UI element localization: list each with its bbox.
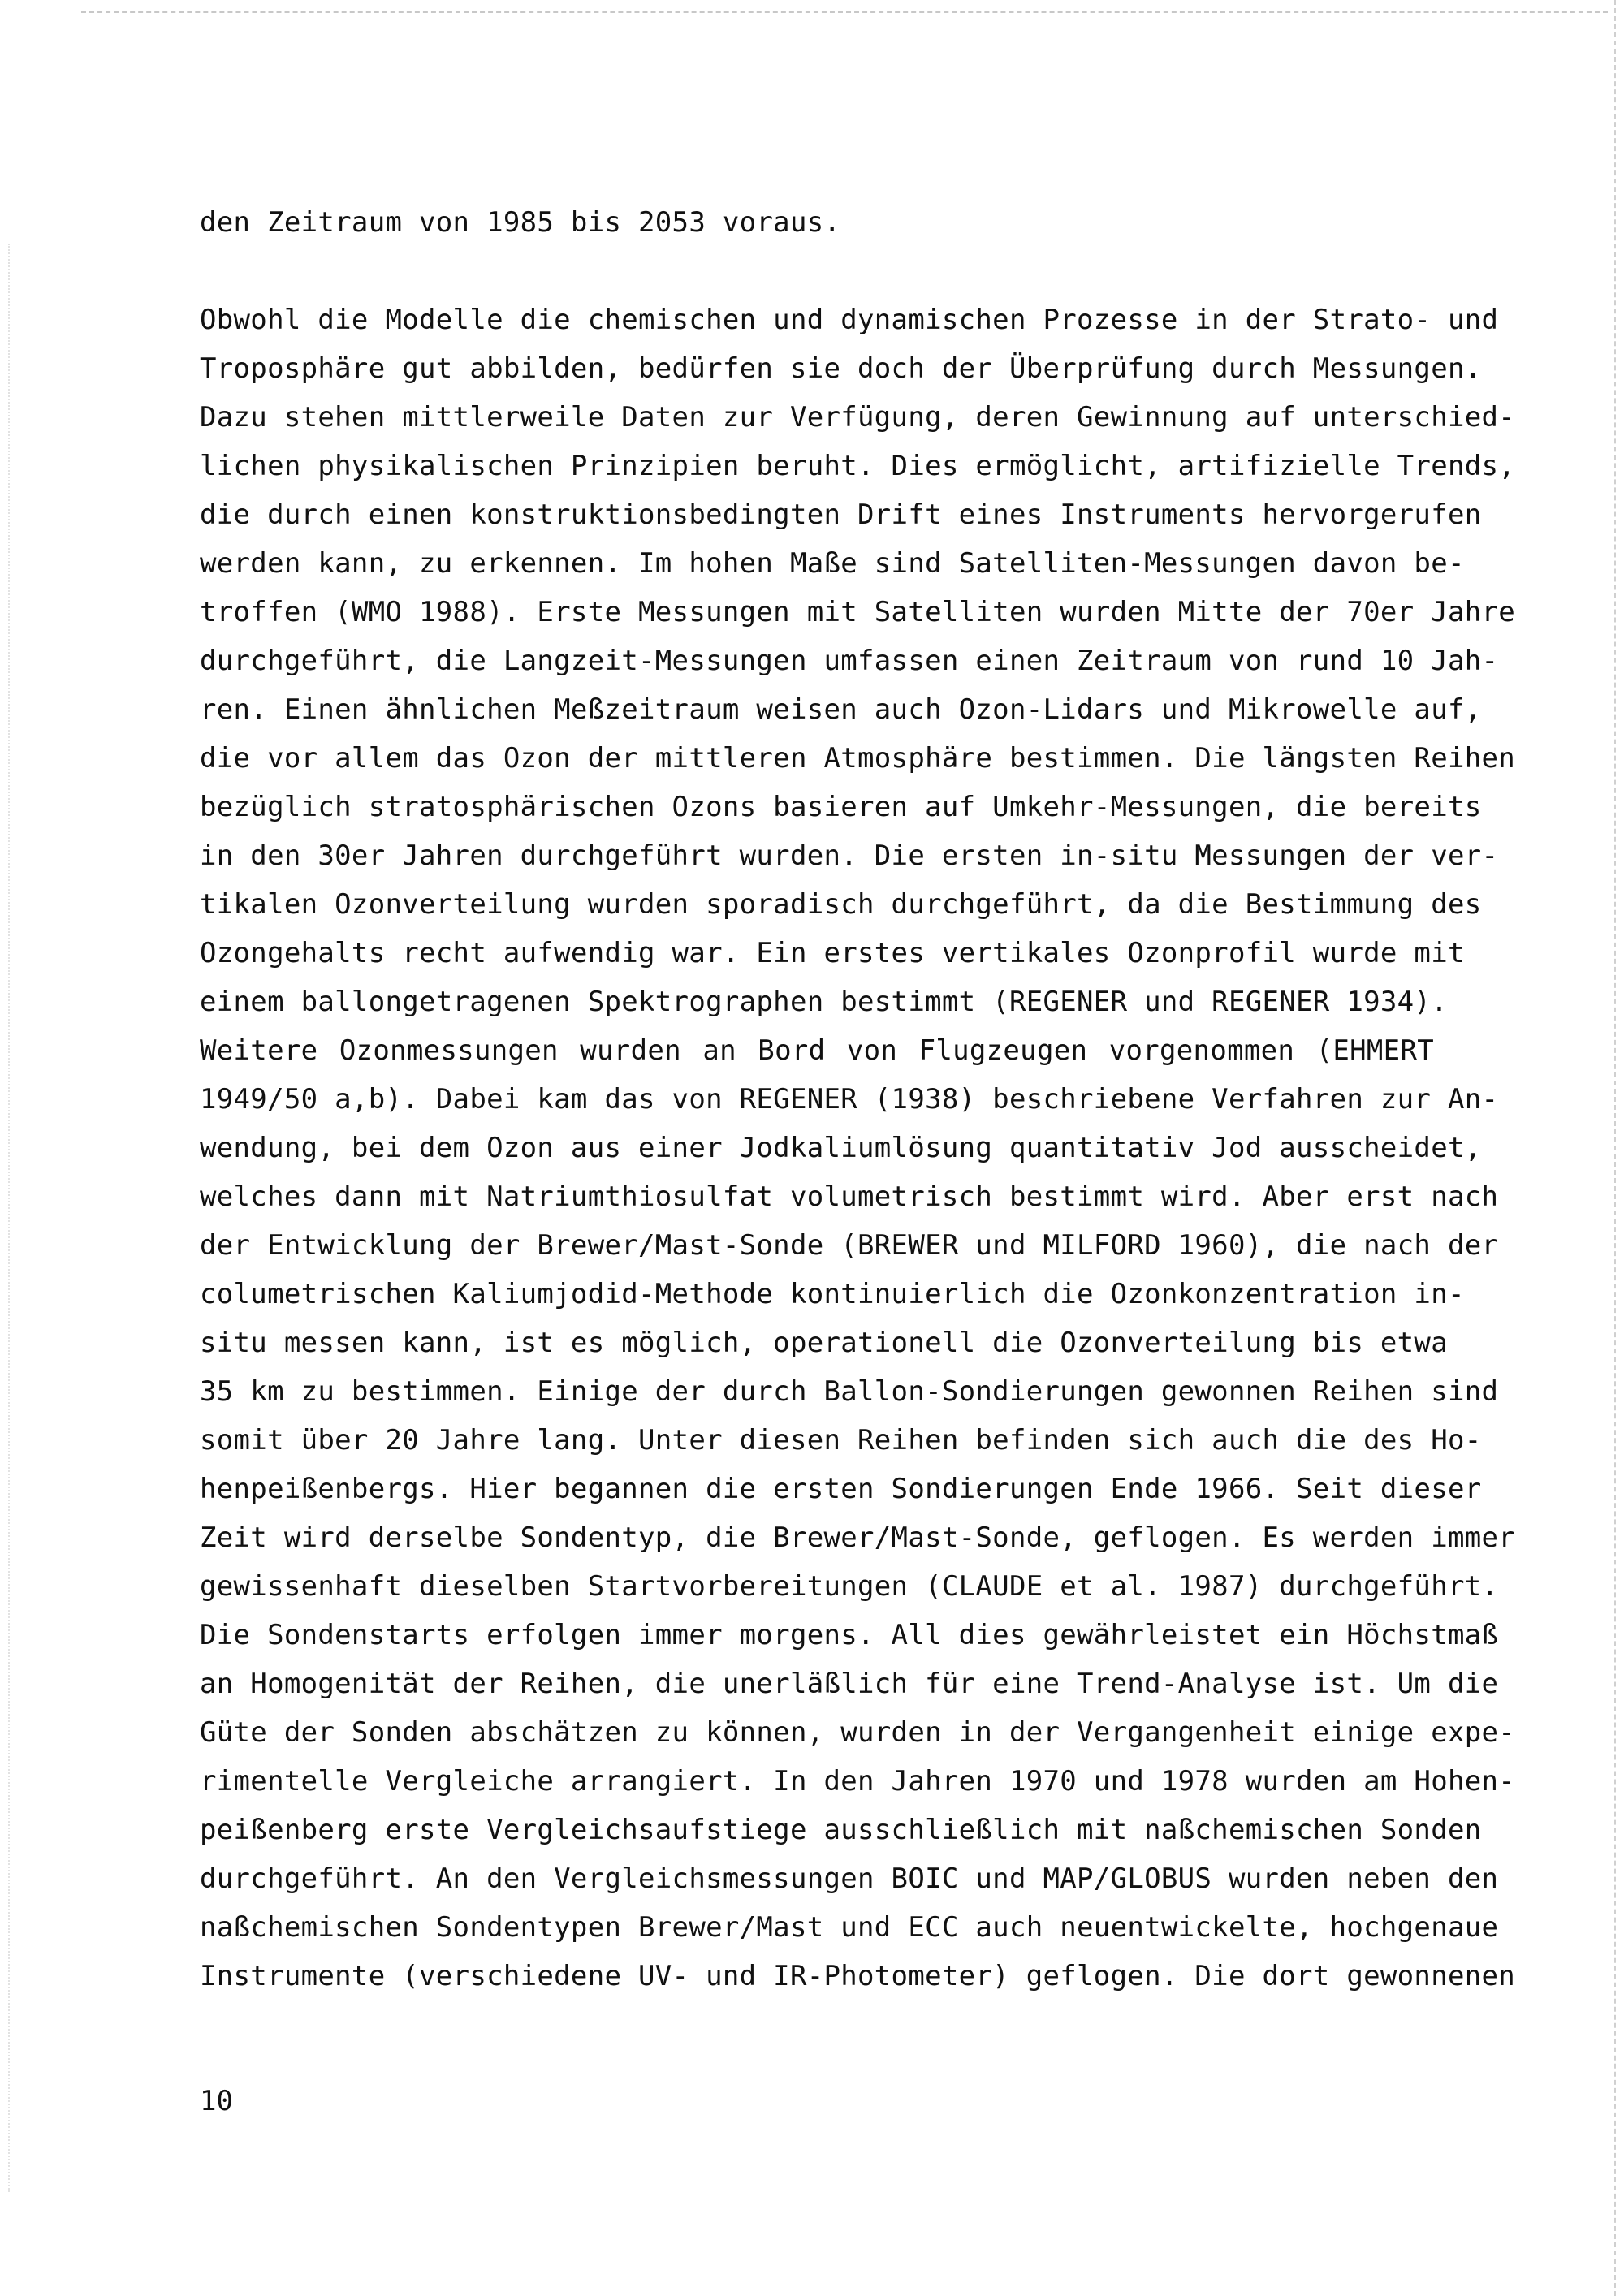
text-line: peißenberg erste Vergleichsaufstiege ausschließlich mit naßchemischen Sonden: [200, 1814, 1482, 1846]
text-line: lichen physikalischen Prinzipien beruht. Dies ermöglicht, artifizielle Trends,: [200, 450, 1516, 482]
text-line: columetrischen Kaliumjodid-Methode kontinuierlich die Ozonkonzentration in-: [200, 1278, 1465, 1310]
scan-edge-left: [8, 244, 10, 2192]
text-line: Troposphäre gut abbilden, bedürfen sie doch der Überprüfung durch Messungen.: [200, 352, 1482, 385]
text-line: situ messen kann, ist es möglich, operationell die Ozonverteilung bis etwa: [200, 1327, 1448, 1359]
text-line: bezüglich stratosphärischen Ozons basieren auf Umkehr-Messungen, die bereits: [200, 791, 1482, 823]
text-line: welches dann mit Natriumthiosulfat volumetrisch bestimmt wird. Aber erst nach: [200, 1180, 1499, 1213]
text-line: naßchemischen Sondentypen Brewer/Mast und ECC auch neuentwickelte, hochgenaue: [200, 1911, 1499, 1944]
text-line: Obwohl die Modelle die chemischen und dynamischen Prozesse in der Strato- und: [200, 304, 1499, 336]
text-line: Ozongehalts recht aufwendig war. Ein erstes vertikales Ozonprofil wurde mit: [200, 937, 1465, 969]
scan-edge-top: [81, 11, 1608, 13]
text-line: gewissenhaft dieselben Startvorbereitungen (CLAUDE et al. 1987) durchgeführt.: [200, 1570, 1499, 1603]
text-line: Zeit wird derselbe Sondentyp, die Brewer/Mast-Sonde, geflogen. Es werden immer: [200, 1521, 1516, 1554]
text-line: 1949/50 a,b). Dabei kam das von REGENER (1938) beschriebene Verfahren zur An-: [200, 1083, 1499, 1116]
text-line: rimentelle Vergleiche arrangiert. In den Jahren 1970 und 1978 wurden am Hohen-: [200, 1765, 1516, 1798]
text-line: 35 km zu bestimmen. Einige der durch Ballon-Sondierungen gewonnen Reihen sind: [200, 1375, 1499, 1408]
text-line: in den 30er Jahren durchgeführt wurden. Die ersten in-situ Messungen der ver-: [200, 839, 1499, 872]
scan-edge-right: [1614, 0, 1616, 2296]
text-line: henpeißenbergs. Hier begannen die ersten Sondierungen Ende 1966. Seit dieser: [200, 1473, 1482, 1505]
text-line: Weitere Ozonmessungen wurden an Bord von Flugzeugen vorgenommen (EHMERT: [200, 1034, 1434, 1067]
text-line: an Homogenität der Reihen, die unerläßlich für eine Trend-Analyse ist. Um die: [200, 1668, 1499, 1700]
text-line: die vor allem das Ozon der mittleren Atmosphäre bestimmen. Die längsten Reihen: [200, 742, 1516, 775]
text-line: tikalen Ozonverteilung wurden sporadisch durchgeführt, da die Bestimmung des: [200, 888, 1482, 921]
text-line: durchgeführt. An den Vergleichsmessungen BOIC und MAP/GLOBUS wurden neben den: [200, 1862, 1499, 1895]
text-line: die durch einen konstruktionsbedingten Drift eines Instruments hervorgerufen: [200, 498, 1482, 531]
text-line: wendung, bei dem Ozon aus einer Jodkaliumlösung quantitativ Jod ausscheidet,: [200, 1132, 1482, 1164]
text-line: Instrumente (verschiedene UV- und IR-Photometer) geflogen. Die dort gewonnenen: [200, 1960, 1516, 1992]
text-line: Dazu stehen mittlerweile Daten zur Verfügung, deren Gewinnung auf unterschied-: [200, 401, 1516, 434]
text-line: durchgeführt, die Langzeit-Messungen umfassen einen Zeitraum von rund 10 Jah-: [200, 645, 1499, 677]
text-line: werden kann, zu erkennen. Im hohen Maße sind Satelliten-Messungen davon be-: [200, 547, 1465, 580]
text-line: ren. Einen ähnlichen Meßzeitraum weisen auch Ozon-Lidars und Mikrowelle auf,: [200, 693, 1482, 726]
page-number: 10: [200, 2085, 233, 2117]
text-line: einem ballongetragenen Spektrographen bestimmt (REGENER und REGENER 1934).: [200, 986, 1448, 1018]
text-line: Güte der Sonden abschätzen zu können, wurden in der Vergangenheit einige expe-: [200, 1716, 1516, 1749]
text-line: Die Sondenstarts erfolgen immer morgens. All dies gewährleistet ein Höchstmaß: [200, 1619, 1499, 1651]
text-line: der Entwicklung der Brewer/Mast-Sonde (BREWER und MILFORD 1960), die nach der: [200, 1229, 1499, 1262]
text-line: den Zeitraum von 1985 bis 2053 voraus.: [200, 206, 841, 239]
text-line: somit über 20 Jahre lang. Unter diesen Reihen befinden sich auch die des Ho-: [200, 1424, 1482, 1457]
text-line: troffen (WMO 1988). Erste Messungen mit Satelliten wurden Mitte der 70er Jahre: [200, 596, 1516, 628]
